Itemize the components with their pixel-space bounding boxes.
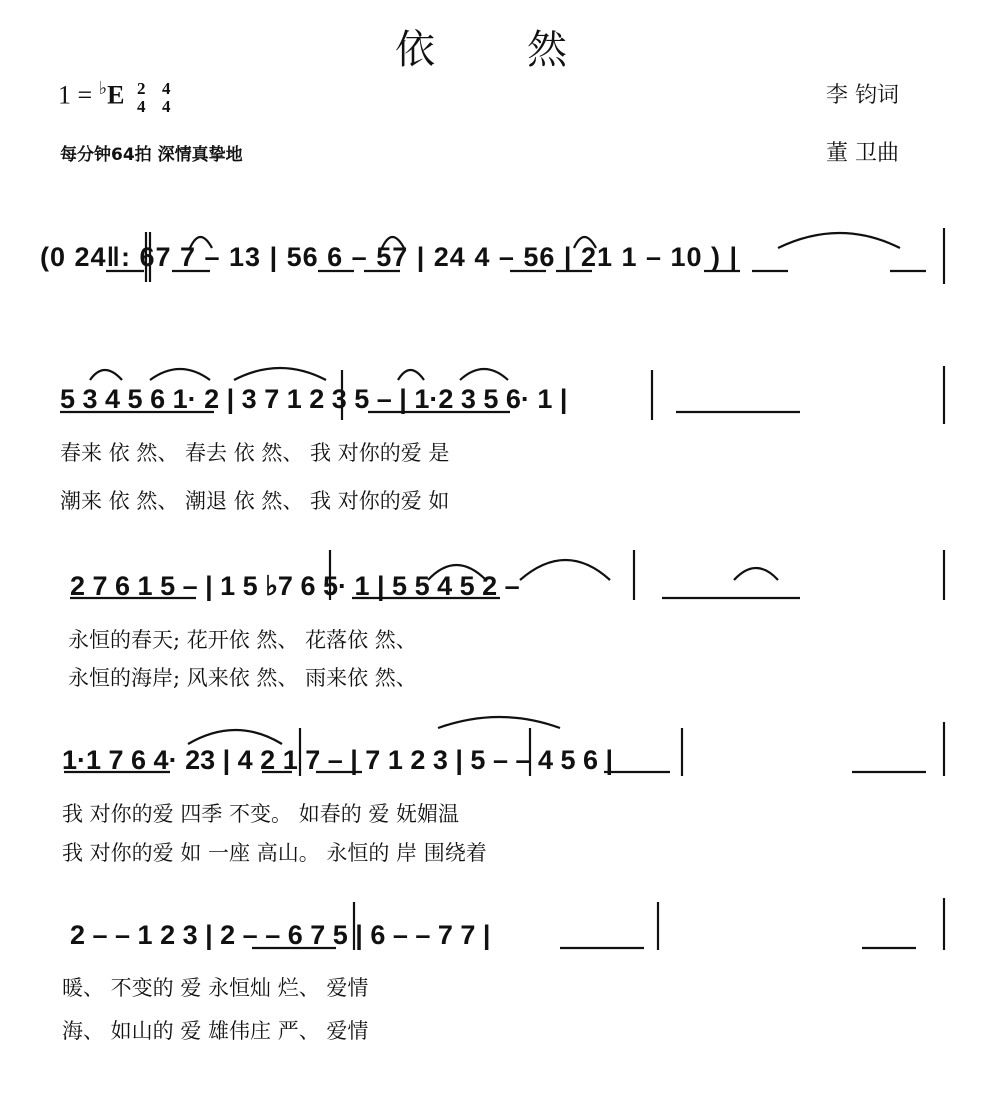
meter-2: 4 4 [162,78,171,116]
row-1-lyrics-verse-2: 潮来 依 然、 潮退 依 然、 我 对你的爱 如 [60,489,450,513]
slur [734,568,778,580]
row-2-lyrics-verse-1: 永恒的春天; 花开依 然、 花落依 然、 [68,628,417,652]
slur [188,730,282,744]
slur [382,237,404,248]
slur [438,717,560,728]
key-name: E [107,80,125,110]
row-3-notes: 1·1 7 6 4· 23 | 4 2 1 7 – | 7 1 2 3 | 5 – – 4 5 6 | [62,745,614,775]
slur [90,370,122,380]
row-4-notes: 2 – – 1 2 3 | 2 – – 6 7 5 | 6 – – 7 7 | [70,920,491,950]
slur [778,233,900,248]
flat-sign: ♭ [98,78,108,98]
row-3-lyrics-verse-2: 我 对你的爱 如 一座 高山。 永恒的 岸 围绕着 [62,841,487,865]
slur [234,368,326,380]
title-char-1: 依 [395,27,435,73]
slur [428,565,486,580]
row-4-lyrics-verse-1: 暖、 不变的 爱 永恒灿 烂、 爱情 [62,976,369,1000]
slur [574,237,596,248]
meter-1: 2 4 [137,78,146,116]
slur [150,369,210,380]
slur [460,369,508,380]
title-char-2: 然 [527,27,567,73]
slur [520,560,610,580]
row-2-lyrics-verse-2: 永恒的海岸; 风来依 然、 雨来依 然、 [68,666,417,690]
row-1-lyrics-verse-1: 春来 依 然、 春去 依 然、 我 对你的爱 是 [60,441,450,465]
row-4-lyrics-verse-2: 海、 如山的 爱 雄伟庄 严、 爱情 [62,1019,369,1043]
lyricist-credit: 李 钧词 [826,83,899,108]
tempo-marking: 每分钟64拍 深情真挚地 [60,145,243,165]
intro-notation: (0 24‖: 67 7 – 13 | 56 6 – 57 | 24 4 – 56 | 21 1 – 10 ) | [40,242,739,272]
slur [398,370,424,380]
row-2-notes: 2 7 6 1 5 – | 1 5 ♭7 6 5· 1 | 5 5 4 5 2 – [70,571,520,601]
slur [190,237,212,248]
row-1-notes: 5 3 4 5 6 1· 2 | 3 7 1 2 3 5 – | 1·2 3 5 6· 1 | [60,384,568,414]
key-prefix: 1 = [58,80,99,110]
row-3-lyrics-verse-1: 我 对你的爱 四季 不变。 如春的 爱 妩媚温 [62,802,460,826]
composer-credit: 董 卫曲 [826,141,899,166]
